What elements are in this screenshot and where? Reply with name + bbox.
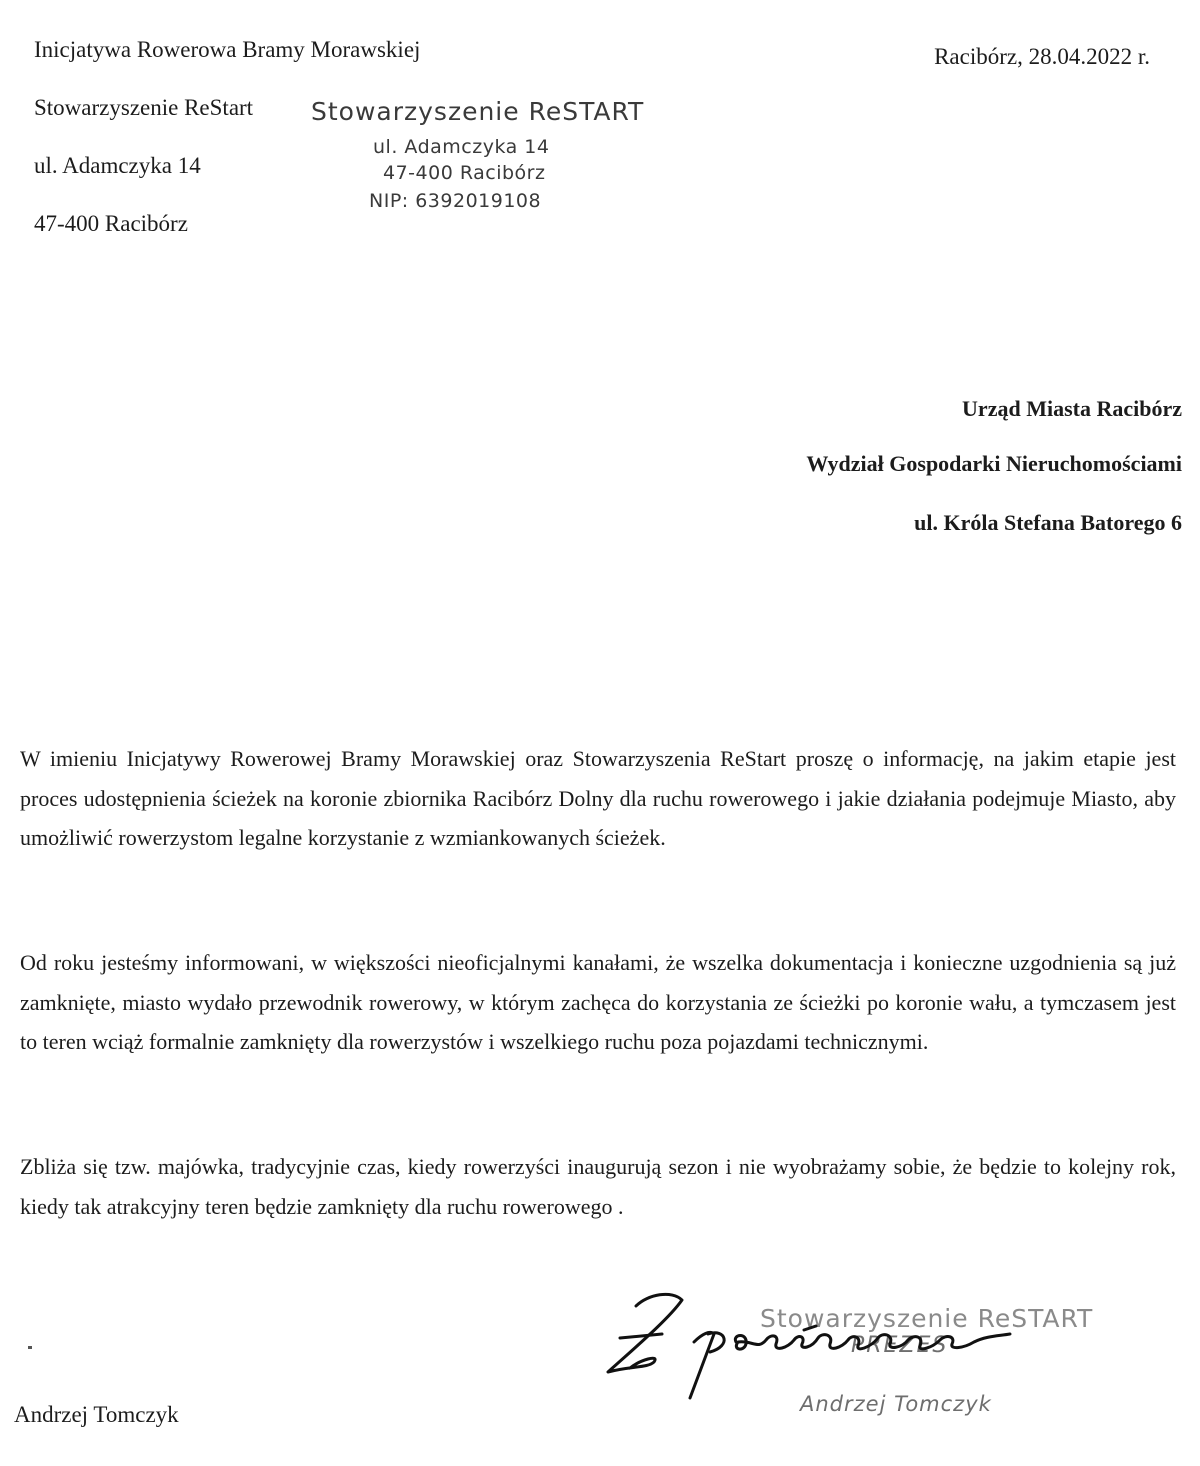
body-paragraph-3: Zbliża się tzw. majówka, tradycyjnie czas, kiedy rowerzyści inaugurują sezon i nie wyobrażamy sobie, że będzie to kolejny rok, kiedy tak atrakcyjny teren będzie zamknięty dla ruchu rowerowego .: [20, 1154, 1176, 1219]
ink-mark: [28, 1346, 32, 1349]
recipient-office: Urząd Miasta Racibórz: [962, 396, 1182, 421]
sender-association: Stowarzyszenie ReStart: [34, 95, 254, 120]
letter-date: Racibórz, 28.04.2022 r.: [934, 44, 1150, 69]
sender-street: ul. Adamczyka 14: [34, 153, 201, 178]
stamp-street: ul. Adamczyka 14: [373, 136, 550, 158]
recipient-department: Wydział Gospodarki Nieruchomościami: [806, 451, 1182, 476]
body-paragraph-1: W imieniu Inicjatywy Rowerowej Bramy Morawskiej oraz Stowarzyszenia ReStart proszę o informację, na jakim etapie jest proces udostępnienia ścieżek na koronie zbiornika Racibórz Dolny dla ruchu rowerowego i jakie działania podejmuje Miasto, aby umożliwić rowerzystom legalne korzystanie z wzmiankowanych ścieżek.: [20, 746, 1176, 851]
recipient-address: ul. Króla Stefana Batorego 6: [914, 510, 1182, 535]
stamp-nip: NIP: 6392019108: [369, 190, 542, 212]
sender-city: 47-400 Racibórz: [34, 211, 188, 236]
signature-stamp-title: PREZES: [851, 1333, 949, 1358]
stamp-name: Stowarzyszenie ReSTART: [311, 97, 645, 126]
body-paragraph-2: Od roku jesteśmy informowani, w większości nieoficjalnymi kanałami, że wszelka dokumentacja i konieczne uzgodnienia są już zamknięte, miasto wydało przewodnik rowerowy, w którym zachęca do korzystania ze ścieżki po koronie wału, a tymczasem jest to teren wciąż formalnie zamknięty dla rowerzystów i wszelkiego ruchu poza pojazdami technicznymi.: [20, 950, 1176, 1055]
handwritten-closing-signature: [590, 1290, 1050, 1400]
signature-stamp-org: Stowarzyszenie ReSTART: [760, 1304, 1094, 1333]
signature-stamp-name: Andrzej Tomczyk: [800, 1392, 992, 1416]
signer-name: Andrzej Tomczyk: [14, 1402, 179, 1427]
stamp-city: 47-400 Racibórz: [383, 162, 546, 184]
sender-organization: Inicjatywa Rowerowa Bramy Morawskiej: [34, 37, 421, 62]
